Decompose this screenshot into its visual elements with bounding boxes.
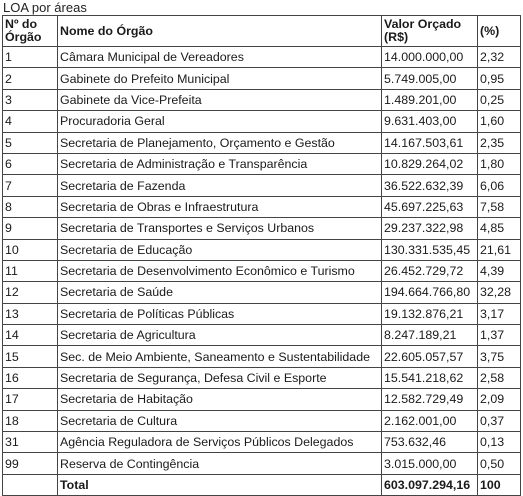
organ-name-cell: Secretaria de Transportes e Serviços Urbanos bbox=[58, 218, 382, 239]
organ-number-cell: 14 bbox=[3, 325, 58, 346]
organ-number-cell: 13 bbox=[3, 303, 58, 324]
organ-name-cell: Reserva de Contingência bbox=[58, 453, 382, 474]
header-row bbox=[3, 16, 521, 47]
total-percent-cell: 100 bbox=[478, 474, 521, 495]
percent-cell: 4,39 bbox=[478, 260, 521, 281]
budget-value-cell: 26.452.729,72 bbox=[382, 260, 478, 281]
budget-value-cell: 194.664.766,80 bbox=[382, 282, 478, 303]
percent-cell: 0,95 bbox=[478, 68, 521, 89]
table-row bbox=[3, 218, 521, 239]
table-row bbox=[3, 89, 521, 110]
organ-name-cell: Secretaria de Obras e Infraestrutura bbox=[58, 196, 382, 217]
organ-number-cell: 31 bbox=[3, 432, 58, 453]
organ-number-cell: 1 bbox=[3, 47, 58, 68]
organ-number-cell: 11 bbox=[3, 260, 58, 281]
organ-name-cell: Secretaria de Políticas Públicas bbox=[58, 303, 382, 324]
budget-value-cell: 130.331.535,45 bbox=[382, 239, 478, 260]
percent-cell: 4,85 bbox=[478, 218, 521, 239]
organ-name-cell: Câmara Municipal de Vereadores bbox=[58, 47, 382, 68]
table-row bbox=[3, 132, 521, 153]
organ-number-cell: 18 bbox=[3, 410, 58, 431]
budget-value-cell: 14.000.000,00 bbox=[382, 47, 478, 68]
total-value-cell: 603.097.294,16 bbox=[382, 474, 478, 495]
budget-value-cell: 8.247.189,21 bbox=[382, 325, 478, 346]
percent-cell: 2,35 bbox=[478, 132, 521, 153]
organ-name-cell: Secretaria de Cultura bbox=[58, 410, 382, 431]
organ-name-cell: Gabinete da Vice-Prefeita bbox=[58, 89, 382, 110]
budget-value-cell: 19.132.876,21 bbox=[382, 303, 478, 324]
budget-value-cell: 2.162.001,00 bbox=[382, 410, 478, 431]
percent-cell: 2,58 bbox=[478, 367, 521, 388]
table-row bbox=[3, 389, 521, 410]
table-row bbox=[3, 239, 521, 260]
header-organ-number-line1: Nº do bbox=[5, 17, 38, 31]
percent-cell: 6,06 bbox=[478, 175, 521, 196]
percent-cell: 1,60 bbox=[478, 111, 521, 132]
table-row bbox=[3, 153, 521, 174]
organ-name-cell: Gabinete do Prefeito Municipal bbox=[58, 68, 382, 89]
organ-number-cell: 16 bbox=[3, 367, 58, 388]
percent-cell: 32,28 bbox=[478, 282, 521, 303]
total-number-cell bbox=[3, 474, 58, 495]
budget-value-cell: 12.582.729,49 bbox=[382, 389, 478, 410]
percent-cell: 2,32 bbox=[478, 47, 521, 68]
organ-name-cell: Secretaria de Segurança, Defesa Civil e Esporte bbox=[58, 367, 382, 388]
budget-value-cell: 22.605.057,57 bbox=[382, 346, 478, 367]
percent-cell: 0,13 bbox=[478, 432, 521, 453]
organ-number-cell: 15 bbox=[3, 346, 58, 367]
total-row bbox=[3, 474, 521, 495]
organ-name-cell: Secretaria de Saúde bbox=[58, 282, 382, 303]
organ-number-cell: 7 bbox=[3, 175, 58, 196]
organ-number-cell: 9 bbox=[3, 218, 58, 239]
budget-value-cell: 5.749.005,00 bbox=[382, 68, 478, 89]
budget-value-cell: 753.632,46 bbox=[382, 432, 478, 453]
organ-name-cell: Secretaria de Planejamento, Orçamento e Gestão bbox=[58, 132, 382, 153]
budget-value-cell: 36.522.632,39 bbox=[382, 175, 478, 196]
table-row bbox=[3, 303, 521, 324]
organ-number-cell: 8 bbox=[3, 196, 58, 217]
budget-value-cell: 1.489.201,00 bbox=[382, 89, 478, 110]
organ-number-cell: 2 bbox=[3, 68, 58, 89]
budget-value-cell: 9.631.403,00 bbox=[382, 111, 478, 132]
budget-value-cell: 3.015.000,00 bbox=[382, 453, 478, 474]
table-row bbox=[3, 196, 521, 217]
header-budget-value bbox=[382, 16, 478, 47]
organ-name-cell: Procuradoria Geral bbox=[58, 111, 382, 132]
organ-name-cell: Secretaria de Habitação bbox=[58, 389, 382, 410]
percent-cell: 0,25 bbox=[478, 89, 521, 110]
table-row bbox=[3, 282, 521, 303]
organ-name-cell: Agência Reguladora de Serviços Públicos Delegados bbox=[58, 432, 382, 453]
organ-number-cell: 12 bbox=[3, 282, 58, 303]
header-budget-value-line2: (R$) bbox=[384, 30, 409, 44]
percent-cell: 3,17 bbox=[478, 303, 521, 324]
organ-name-cell: Secretaria de Agricultura bbox=[58, 325, 382, 346]
organ-number-cell: 6 bbox=[3, 153, 58, 174]
header-budget-value-line1: Valor Orçado bbox=[384, 17, 462, 31]
table-row bbox=[3, 175, 521, 196]
table-row bbox=[3, 346, 521, 367]
table-caption: LOA por áreas bbox=[3, 0, 87, 15]
header-organ-name: Nome do Órgão bbox=[58, 16, 382, 47]
table-row bbox=[3, 432, 521, 453]
organ-name-cell: Secretaria de Educação bbox=[58, 239, 382, 260]
organ-number-cell: 17 bbox=[3, 389, 58, 410]
organ-number-cell: 4 bbox=[3, 111, 58, 132]
organ-name-cell: Secretaria de Desenvolvimento Econômico e Turismo bbox=[58, 260, 382, 281]
percent-cell: 2,09 bbox=[478, 389, 521, 410]
percent-cell: 1,80 bbox=[478, 153, 521, 174]
organ-number-cell: 10 bbox=[3, 239, 58, 260]
table-row bbox=[3, 260, 521, 281]
table-row bbox=[3, 68, 521, 89]
table-row bbox=[3, 325, 521, 346]
organ-name-cell: Sec. de Meio Ambiente, Saneamento e Sustentabilidade bbox=[58, 346, 382, 367]
organ-number-cell: 99 bbox=[3, 453, 58, 474]
budget-value-cell: 14.167.503,61 bbox=[382, 132, 478, 153]
header-organ-number bbox=[3, 16, 58, 47]
organ-name-cell: Secretaria de Administração e Transparência bbox=[58, 153, 382, 174]
table-row bbox=[3, 453, 521, 474]
organ-name-cell: Secretaria de Fazenda bbox=[58, 175, 382, 196]
table-row bbox=[3, 47, 521, 68]
percent-cell: 1,37 bbox=[478, 325, 521, 346]
percent-cell: 7,58 bbox=[478, 196, 521, 217]
percent-cell: 0,50 bbox=[478, 453, 521, 474]
budget-table bbox=[2, 15, 521, 496]
header-organ-number-line2: Órgão bbox=[5, 30, 42, 44]
header-percent: (%) bbox=[478, 16, 521, 47]
organ-number-cell: 3 bbox=[3, 89, 58, 110]
table-row bbox=[3, 367, 521, 388]
table-body bbox=[3, 47, 521, 475]
table-row bbox=[3, 111, 521, 132]
organ-number-cell: 5 bbox=[3, 132, 58, 153]
percent-cell: 3,75 bbox=[478, 346, 521, 367]
budget-value-cell: 15.541.218,62 bbox=[382, 367, 478, 388]
budget-value-cell: 29.237.322,98 bbox=[382, 218, 478, 239]
percent-cell: 0,37 bbox=[478, 410, 521, 431]
table-footer bbox=[3, 474, 521, 495]
total-label-cell: Total bbox=[58, 474, 382, 495]
table-row bbox=[3, 410, 521, 431]
percent-cell: 21,61 bbox=[478, 239, 521, 260]
budget-value-cell: 45.697.225,63 bbox=[382, 196, 478, 217]
table-header bbox=[3, 16, 521, 47]
budget-value-cell: 10.829.264,02 bbox=[382, 153, 478, 174]
